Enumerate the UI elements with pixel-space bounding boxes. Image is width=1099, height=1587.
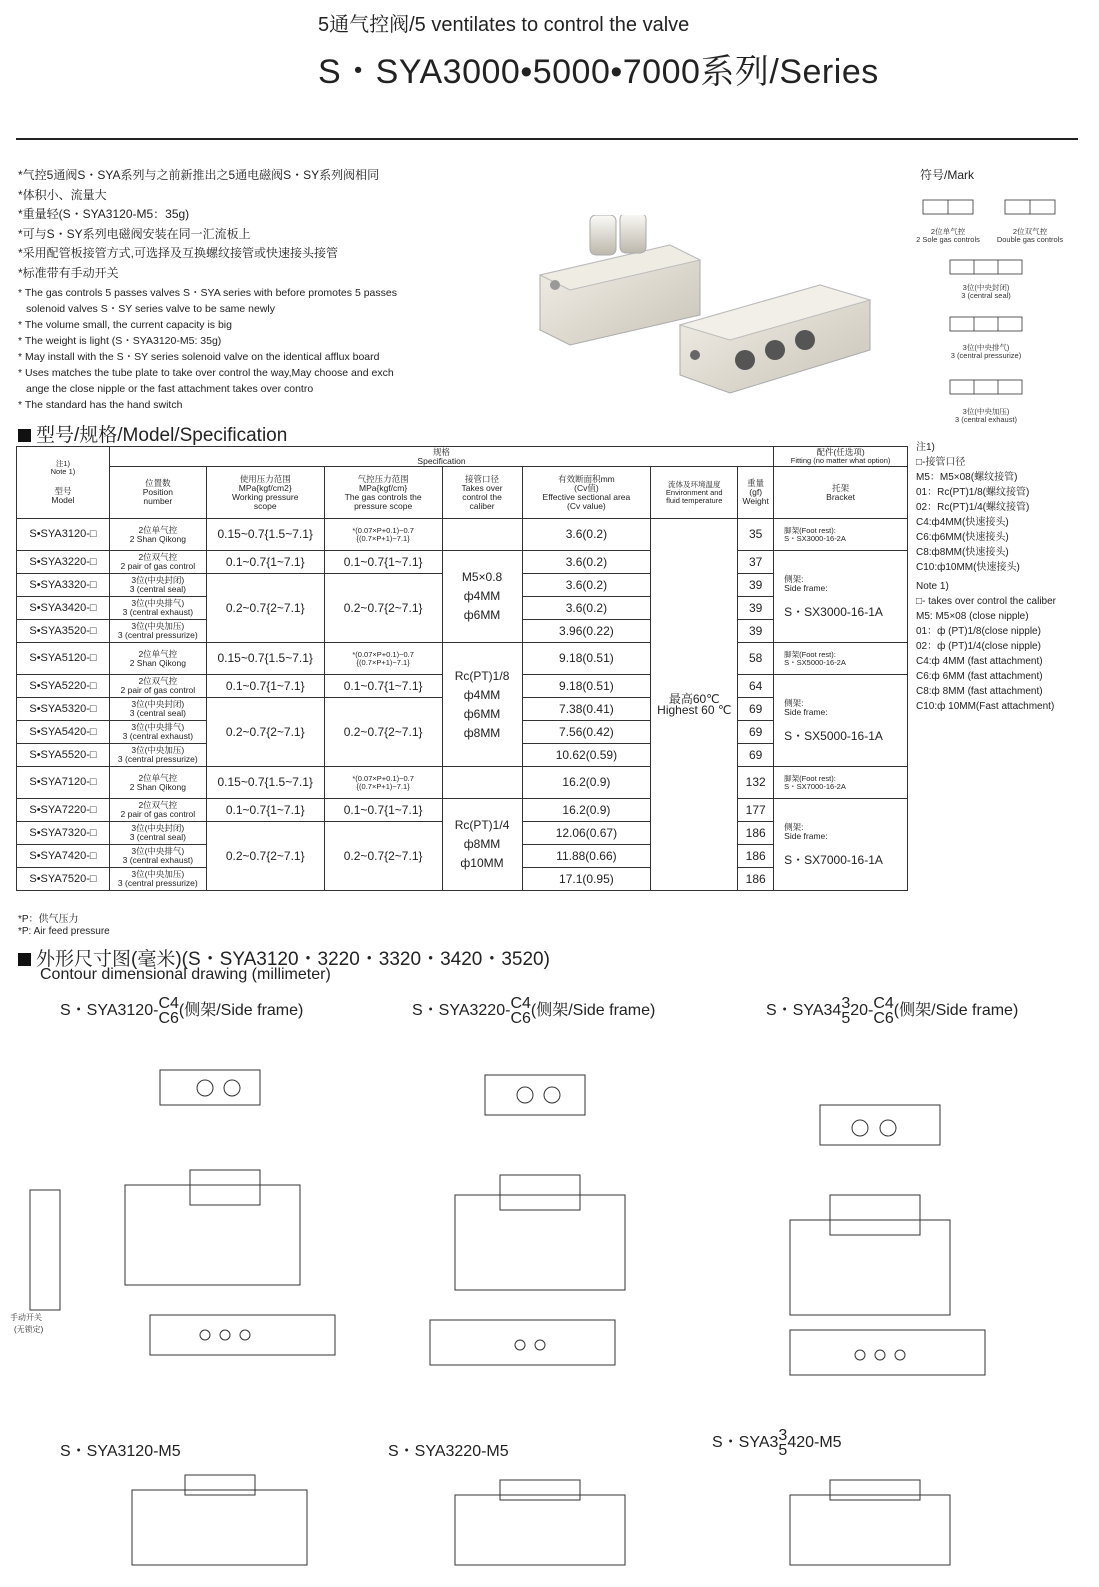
cell-text: M5×0.8: [461, 570, 503, 584]
mark-label: 3位(中央排气): [962, 343, 1010, 352]
cell-text: (gf): [749, 487, 763, 497]
table-row: [17, 643, 908, 675]
note-line: 01：Rc(PT)1/8(螺纹接管): [916, 487, 1030, 498]
cell-text: 9.18(0.51): [559, 651, 614, 665]
model-heading-3420-m5: S・SYA3 3 5 420-M5: [712, 1427, 842, 1459]
note-line: Note 1): [916, 581, 949, 592]
cell-text: {(0.7×P+1)~7.1}: [356, 781, 410, 791]
cell-text: Rc(PT)1/4: [454, 818, 510, 832]
mark-label: 3位(中央封闭): [962, 283, 1010, 292]
mark-label: 3 (central exhaust): [954, 415, 1018, 424]
cell-text: S•SYA5520-□: [29, 748, 97, 761]
cell-text: S・SX5000-16-1A: [784, 729, 883, 743]
feature-cn: *标准带有手动开关: [18, 265, 119, 280]
cell-text: (Cv value): [567, 500, 606, 511]
mark-label: 3位(中央加压): [962, 407, 1010, 416]
table-row: [17, 519, 908, 551]
cell-text: 脚架(Foot rest):: [784, 773, 836, 783]
cell-text: MPa{kgf/cm}: [359, 482, 408, 493]
cell-text: Fitting (no matter what option): [790, 456, 891, 465]
note-line: C4:ф 4MM (fast attachment): [916, 656, 1043, 667]
cell-text: Position: [142, 487, 173, 497]
mark-label: 2位双气控: [1012, 227, 1048, 236]
symbol-diagrams: [905, 182, 1095, 432]
cell-text: *(0.07×P+0.1)~0.7: [352, 525, 414, 535]
cell-text: 3.6(0.2): [565, 577, 608, 592]
feature-cn: *体积小、流量大: [18, 187, 107, 202]
cell-text: 有效断面积mm: [558, 473, 615, 484]
dims-section-title: 外形尺寸图(毫米)(S・SYA3120・3220・3320・3420・3520): [18, 944, 550, 971]
cell-text: MPa{kgf/cm2}: [238, 482, 292, 493]
cell-text: 7.38(0.41): [559, 701, 614, 716]
note-line: M5: M5×08 (close nipple): [916, 611, 1029, 622]
cell-text: 0.2~0.7{2~7.1}: [225, 600, 305, 615]
feature-cn: *气控5通阀S・SYA系列与之前新推出之5通电磁阀S・SY系列阀相同: [18, 168, 380, 182]
divider: [16, 138, 1078, 140]
cell-text: 3.6(0.2): [565, 600, 608, 615]
cell-text: 0.1~0.7{1~7.1}: [225, 678, 305, 693]
cell-text: Bracket: [826, 491, 855, 502]
cell-text: 3位(中央加压): [131, 869, 185, 879]
cell-text: 17.1(0.95): [559, 871, 614, 886]
cell-text: 2 Shan Qikong: [129, 533, 186, 544]
model-heading-3120: S・SYA3120- C4 C6 (侧架/Side frame): [60, 995, 304, 1027]
cell-text: (Cv值): [574, 482, 599, 493]
cell-text: 侧架:: [784, 698, 804, 708]
cell-text: 流体及环境温度: [668, 479, 721, 489]
cell-text: 0.2~0.7{2~7.1}: [343, 724, 423, 739]
cell-text: S•SYA5120-□: [29, 652, 97, 664]
page-title: S・SYA3000•5000•7000系列/Series: [318, 53, 879, 91]
cell-text: 接管口径: [465, 473, 500, 484]
cell-text: pressure scope: [354, 500, 413, 511]
spec-section-title: 型号/规格/Model/Specification: [18, 420, 287, 447]
cell-text: 9.18(0.51): [559, 678, 614, 693]
model-heading-3220-m5: S・SYA3220-M5: [388, 1443, 509, 1460]
model-heading-3220: S・SYA3220- C4 C6 (侧架/Side frame): [412, 995, 656, 1027]
cell-text: 0.15~0.7{1.5~7.1}: [217, 527, 313, 541]
cell-text: 10.62(0.59): [555, 747, 618, 762]
cell-text: 侧架:: [784, 574, 804, 584]
cell-text: Specification: [417, 455, 466, 466]
cell-text: 3 (central seal): [129, 832, 186, 842]
note-line: 注1): [916, 442, 935, 453]
cell-text: S•SYA5320-□: [29, 702, 97, 715]
cell-text: ф4MM: [463, 589, 501, 603]
cell-text: S•SYA7320-□: [29, 826, 97, 839]
cell-text: 0.15~0.7{1.5~7.1}: [217, 775, 313, 789]
cell-text: 16.2(0.9): [562, 802, 611, 817]
cell-text: 2 pair of gas control: [120, 561, 196, 571]
cell-text: 186: [745, 825, 766, 840]
cell-text: 186: [745, 848, 766, 863]
hand-label: 手动开关: [10, 1313, 42, 1322]
cell-text: Side frame:: [784, 707, 828, 717]
cell-text: 0.2~0.7{2~7.1}: [343, 600, 423, 615]
cell-text: S・SX3000-16-1A: [784, 605, 883, 619]
cell-text: Takes over: [461, 482, 503, 493]
note-line: C10:ф 10MM(Fast attachment): [916, 701, 1055, 712]
mark-title: 符号/Mark: [920, 168, 975, 182]
cell-text: Highest 60 ℃: [657, 702, 732, 717]
cell-text: 3 (central exhaust): [122, 855, 194, 865]
cell-text: 3位(中央排气): [131, 598, 185, 608]
cell-text: S•SYA3320-□: [29, 578, 97, 591]
hand-label-2: (无锁定): [14, 1325, 44, 1334]
cell-text: 0.1~0.7{1~7.1}: [343, 802, 423, 817]
cell-text: 0.2~0.7{2~7.1}: [225, 724, 305, 739]
note-line: C6:ф 6MM (fast attachment): [916, 671, 1043, 682]
feature-cn: *采用配管板接管方式,可选择及互换螺纹接管或快速接头接管: [18, 246, 339, 260]
cell-text: S•SYA3120-□: [29, 528, 97, 540]
cell-text: 69: [748, 747, 763, 762]
cell-text: control the: [462, 491, 502, 502]
table-row: [17, 767, 908, 799]
cell-text: 35: [748, 527, 763, 541]
cell-text: Rc(PT)1/8: [454, 668, 510, 683]
note-line: □- takes over control the caliber: [916, 596, 1056, 607]
cell-text: 重量: [747, 478, 765, 488]
cell-text: 0.2~0.7{2~7.1}: [343, 848, 423, 863]
cell-text: 2位双气控: [138, 800, 178, 810]
cell-text: number: [143, 496, 173, 506]
mark-label: 3 (central seal): [961, 291, 1011, 300]
cell-text: 16.2(0.9): [562, 775, 611, 789]
cell-text: ф6MM: [463, 608, 501, 622]
cell-text: 3 (central seal): [129, 708, 186, 718]
cell-text: Model: [51, 495, 75, 505]
feature-cn: *可与S・SY系列电磁阀安装在同一汇流板上: [18, 226, 251, 241]
cell-text: 2位单气控: [138, 772, 178, 783]
cell-text: Effective sectional area: [542, 491, 631, 502]
cell-text: S•SYA3220-□: [29, 555, 97, 568]
cell-text: 3.6(0.2): [565, 527, 608, 541]
cell-text: 注1): [55, 459, 71, 468]
cell-text: 2位双气控: [138, 676, 178, 686]
dims-section-subtitle: Contour dimensional drawing (millimeter): [40, 966, 331, 983]
cell-text: 3.6(0.2): [565, 554, 608, 569]
cell-text: 177: [745, 802, 766, 817]
cell-text: 2 Shan Qikong: [129, 781, 186, 792]
cell-text: 0.1~0.7{1~7.1}: [343, 678, 423, 693]
cell-text: ф6MM: [463, 706, 501, 721]
cell-text: Weight: [742, 496, 769, 506]
feature-cn: *重量轻(S・SYA3120-M5：35g): [18, 207, 190, 221]
cell-text: 2位单气控: [138, 648, 178, 659]
feature-en: * The standard has the hand switch: [18, 399, 183, 411]
feature-en: * The volume small, the current capacity is big: [18, 319, 232, 331]
note-line: C10:ф10MM(快速接头): [916, 562, 1020, 573]
cell-text: Note 1): [50, 467, 76, 476]
cell-text: S・SX5000-16-2A: [784, 657, 846, 667]
cell-text: 11.88(0.66): [556, 848, 617, 863]
feature-en: * The weight is light (S・SYA3120-M5: 35g): [18, 335, 222, 347]
cell-text: 3 (central pressurize): [117, 754, 198, 764]
cell-text: 气控压力范围: [357, 473, 409, 484]
feature-en: * May install with the S・SY series solenoid valve on the identical afflux board: [18, 351, 380, 363]
note-line: □-接管口径: [916, 457, 966, 468]
note-line: 01：ф (PT)1/8(close nipple): [916, 626, 1041, 637]
cell-text: 3 (central exhaust): [122, 607, 194, 617]
cell-text: *(0.07×P+0.1)~0.7: [352, 649, 414, 659]
model-heading-3420: S・SYA34 3 5 20- C4 C6 (侧架/Side frame): [766, 995, 1019, 1027]
cell-text: 39: [748, 600, 763, 615]
cell-text: fluid temperature: [666, 495, 723, 505]
cell-text: S•SYA7220-□: [29, 803, 97, 816]
cell-text: The gas controls the: [344, 491, 422, 502]
cell-text: 0.1~0.7{1~7.1}: [225, 554, 305, 569]
feature-en: * Uses matches the tube plate to take over control the way,May choose and exch: [18, 367, 394, 379]
cell-text: 使用压力范围: [239, 473, 291, 484]
cell-text: 2位双气控: [138, 552, 178, 562]
note-line: 02：ф (PT)1/4(close nipple): [916, 641, 1041, 652]
cell-text: 配件(任选项): [816, 447, 865, 457]
cell-text: 64: [748, 678, 763, 693]
note-line: C8:ф 8MM (fast attachment): [916, 686, 1043, 697]
cell-text: 3 (central seal): [129, 584, 186, 594]
cell-text: 规格: [433, 446, 451, 457]
cell-text: 39: [748, 577, 763, 592]
cell-text: S•SYA3520-□: [29, 624, 97, 637]
cell-text: 3位(中央加压): [131, 621, 185, 631]
cell-text: 3位(中央排气): [131, 722, 185, 732]
cell-text: 3 (central pressurize): [117, 630, 198, 640]
table-row: [17, 551, 908, 574]
cell-text: 型号: [54, 486, 72, 496]
table-row: [17, 799, 908, 822]
m5-drawings: [0, 1460, 1099, 1580]
spec-table: [16, 446, 908, 891]
mark-label: 2位单气控: [930, 227, 966, 236]
cell-text: 0.15~0.7{1.5~7.1}: [217, 651, 313, 665]
cell-text: 3位(中央排气): [131, 846, 185, 856]
mark-label: 3 (central pressurize): [950, 351, 1022, 360]
cell-text: 3位(中央封闭): [131, 575, 185, 585]
cell-text: 位置数: [145, 478, 171, 488]
cell-text: 37: [748, 554, 763, 569]
notes: [916, 440, 1096, 714]
cell-text: ф8MM: [463, 837, 501, 851]
cell-text: {(0.7×P+1)~7.1}: [356, 657, 410, 667]
note-line: M5：M5×08(螺纹接管): [916, 472, 1018, 483]
cell-text: 58: [748, 651, 763, 665]
cell-text: 39: [748, 623, 763, 638]
note-line: C8:ф8MM(快速接头): [916, 547, 1009, 558]
cell-text: Side frame:: [784, 831, 828, 841]
cell-text: S・SX7000-16-2A: [784, 781, 846, 791]
mark-label: Double gas controls: [996, 235, 1064, 244]
cell-text: Environment and: [665, 487, 723, 497]
cell-text: {(0.7×P+1)~7.1}: [356, 533, 410, 543]
cell-text: 2 pair of gas control: [120, 685, 196, 695]
cell-text: 69: [748, 724, 763, 739]
cell-text: Working pressure: [231, 491, 299, 502]
cell-text: ф8MM: [463, 725, 501, 740]
cell-text: caliber: [469, 500, 495, 511]
note-line: C4:ф4MM(快速接头): [916, 517, 1009, 528]
cell-text: 3位(中央加压): [131, 745, 185, 755]
cell-text: 2位单气控: [138, 524, 178, 535]
cell-text: 2 Shan Qikong: [129, 657, 186, 668]
model-heading-3120-m5: S・SYA3120-M5: [60, 1443, 181, 1460]
cell-text: 侧架:: [784, 822, 804, 832]
cell-text: S・SX7000-16-1A: [784, 853, 883, 867]
cell-text: S•SYA7520-□: [29, 872, 97, 885]
cell-text: 脚架(Foot rest):: [784, 649, 836, 659]
cell-text: 69: [748, 701, 763, 716]
cell-text: 脚架(Foot rest):: [784, 525, 836, 535]
cell-text: S•SYA3420-□: [29, 601, 97, 614]
cell-text: Side frame:: [784, 583, 828, 593]
page-subtitle: 5通气控阀/5 ventilates to control the valve: [318, 14, 690, 36]
cell-text: 2 pair of gas control: [120, 809, 196, 819]
cell-text: 托架: [832, 482, 850, 493]
cell-text: 186: [745, 871, 766, 886]
cell-text: ф4MM: [463, 687, 501, 702]
cell-text: 12.06(0.67): [555, 825, 618, 840]
cell-text: 最高60℃: [668, 691, 720, 706]
cell-text: ф10MM: [460, 856, 504, 870]
cell-text: 3 (central exhaust): [122, 731, 194, 741]
note-line: 02：Rc(PT)1/4(螺纹接管): [916, 502, 1030, 513]
cell-text: 0.2~0.7{2~7.1}: [225, 848, 305, 863]
cell-text: scope: [253, 500, 277, 511]
cell-text: 132: [745, 775, 766, 789]
cell-text: S・SX3000-16-2A: [784, 533, 846, 543]
mark-label: 2 Sole gas controls: [916, 235, 980, 244]
cell-text: S•SYA5420-□: [29, 725, 97, 738]
cell-text: 3位(中央封闭): [131, 699, 185, 709]
cell-text: 7.56(0.42): [559, 724, 614, 739]
cell-text: *(0.07×P+0.1)~0.7: [352, 773, 414, 783]
cell-text: 3 (central pressurize): [117, 878, 198, 888]
cell-text: S•SYA7420-□: [29, 849, 97, 862]
cell-text: 0.1~0.7{1~7.1}: [225, 802, 305, 817]
feature-list: [18, 166, 478, 413]
cell-text: 3位(中央封闭): [131, 823, 185, 833]
note-line: C6:ф6MM(快速接头): [916, 532, 1009, 543]
feature-en: ange the close nipple or the fast attachment takes over contro: [26, 383, 314, 395]
cell-text: 0.1~0.7{1~7.1}: [343, 554, 423, 569]
feature-en: solenoid valves S・SY series valve to be same newly: [26, 303, 276, 315]
feature-en: * The gas controls 5 passes valves S・SYA series with before promotes 5 passes: [18, 287, 397, 299]
dimension-drawings: [0, 1030, 1099, 1430]
product-photo: [530, 215, 890, 400]
cell-text: S•SYA7120-□: [29, 776, 97, 788]
table-footnote: *P：供气压力 *P: Air feed pressure: [18, 914, 110, 937]
cell-text: 3.96(0.22): [559, 623, 614, 638]
cell-text: S•SYA5220-□: [29, 679, 97, 692]
